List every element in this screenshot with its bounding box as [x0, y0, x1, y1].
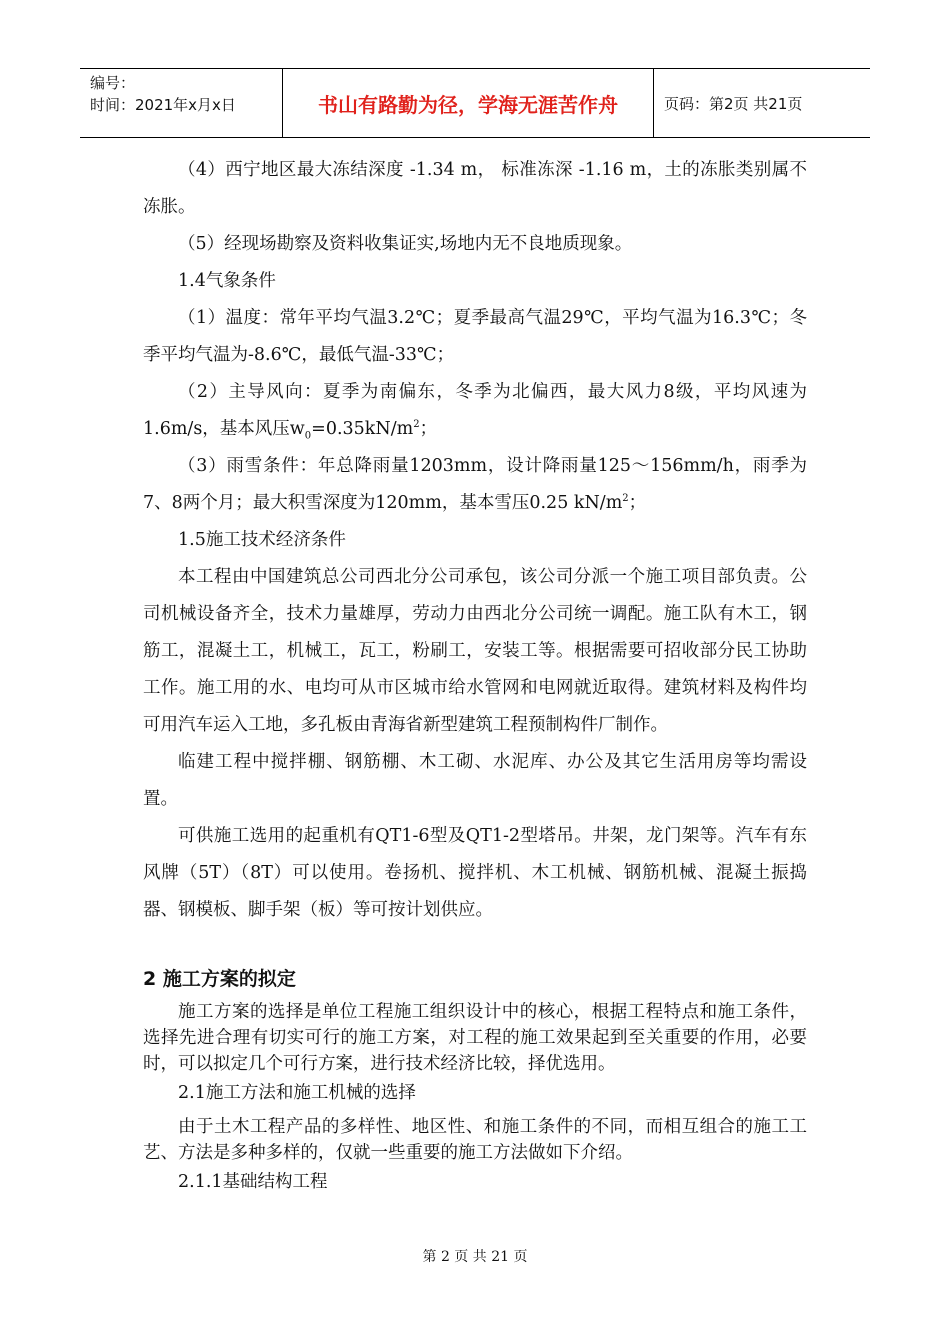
header-page-info: 页码：第2页 共21页 — [664, 94, 803, 113]
paragraph-plan-intro: 施工方案的选择是单位工程施工组织设计中的核心，根据工程特点和施工条件，选择先进合理有切实可行的施工方案，对工程的施工效果起到至关重要的作用，必要时，可以拟定几个可行方案，进行技术经济比较，择优选用。 — [143, 1002, 807, 1074]
wind-text: （2）主导风向：夏季为南偏东，冬季为北偏西，最大风力8级，平均风速为1.6m/s，基本风压w — [143, 382, 807, 439]
paragraph-temporary-works: 临建工程中搅拌棚、钢筋棚、木工砌、水泥库、办公及其它生活用房等均需设置。 — [143, 752, 807, 809]
heading-foundation: 2.1.1基础结构工程 — [178, 1172, 328, 1192]
heading-climate: 1.4气象条件 — [178, 271, 276, 291]
paragraph-frost-depth: （4）西宁地区最大冻结深度 -1.34 m， 标准冻深 -1.16 m，土的冻胀类别属不冻胀。 — [143, 160, 807, 217]
header-meta — [80, 69, 282, 137]
rain-superscript: 2 — [622, 493, 629, 505]
wind-end: ； — [419, 419, 438, 439]
rain-text: （3）雨雪条件：年总降雨量1203mm，设计降雨量125～156mm/h，雨季为7、8两个月；最大积雪深度为120mm，基本雪压0.25 kN/m — [143, 456, 807, 513]
wind-pressure: =0.35kN/m — [311, 419, 414, 439]
paragraph-contractor: 本工程由中国建筑总公司西北分公司承包，该公司分派一个施工项目部负责。公司机械设备齐全，技术力量雄厚，劳动力由西北分公司统一调配。施工队有木工，钢筋工，混凝土工，机械工，瓦工，粉刷工，安装工等。根据需要可招收部分民工协助工作。施工用的水、电均可从市区城市给水管网和电网就近取得。建筑材料及构件均可用汽车运入工地，多孔板由青海省新型建筑工程预制构件厂制作。 — [143, 567, 807, 735]
page-header — [80, 68, 870, 138]
document-body — [143, 152, 807, 1195]
paragraph-rain-snow — [143, 448, 807, 522]
header-motto: 书山有路勤为径，学海无涯苦作舟 — [318, 92, 618, 117]
header-motto-cell — [282, 69, 654, 137]
heading-methods-machinery: 2.1施工方法和施工机械的选择 — [178, 1083, 416, 1103]
paragraph-equipment: 可供施工选用的起重机有QT1-6型及QT1-2型塔吊。井架，龙门架等。汽车有东风牌（5T）（8T）可以使用。卷扬机、搅拌机、木工机械、钢筋机械、混凝土振捣器、钢模板、脚手架（板）等可按计划供应。 — [143, 826, 807, 920]
paragraph-temperature: （1）温度：常年平均气温3.2℃；夏季最高气温29℃，平均气温为16.3℃；冬季平均气温为-8.6℃，最低气温-33℃； — [143, 308, 807, 365]
wind-subscript: 0 — [304, 430, 312, 442]
document-date: 时间：2021年x月x日 — [90, 96, 236, 114]
rain-end: ； — [628, 493, 647, 513]
paragraph-methods: 由于土木工程产品的多样性、地区性、和施工条件的不同，而相互组合的施工工艺、方法是多种多样的，仅就一些重要的施工方法做如下介绍。 — [143, 1117, 807, 1163]
page-footer: 第 2 页 共 21 页 — [422, 1249, 528, 1265]
paragraph-wind — [143, 374, 807, 448]
section-heading-construction-plan: 2 施工方案的拟定 — [143, 968, 296, 990]
wind-superscript: 2 — [413, 419, 420, 431]
paragraph-geology: （5）经现场勘察及资料收集证实,场地内无不良地质现象。 — [178, 234, 633, 254]
heading-economic-conditions: 1.5施工技术经济条件 — [178, 530, 346, 550]
document-number-label: 编号： — [90, 74, 136, 92]
